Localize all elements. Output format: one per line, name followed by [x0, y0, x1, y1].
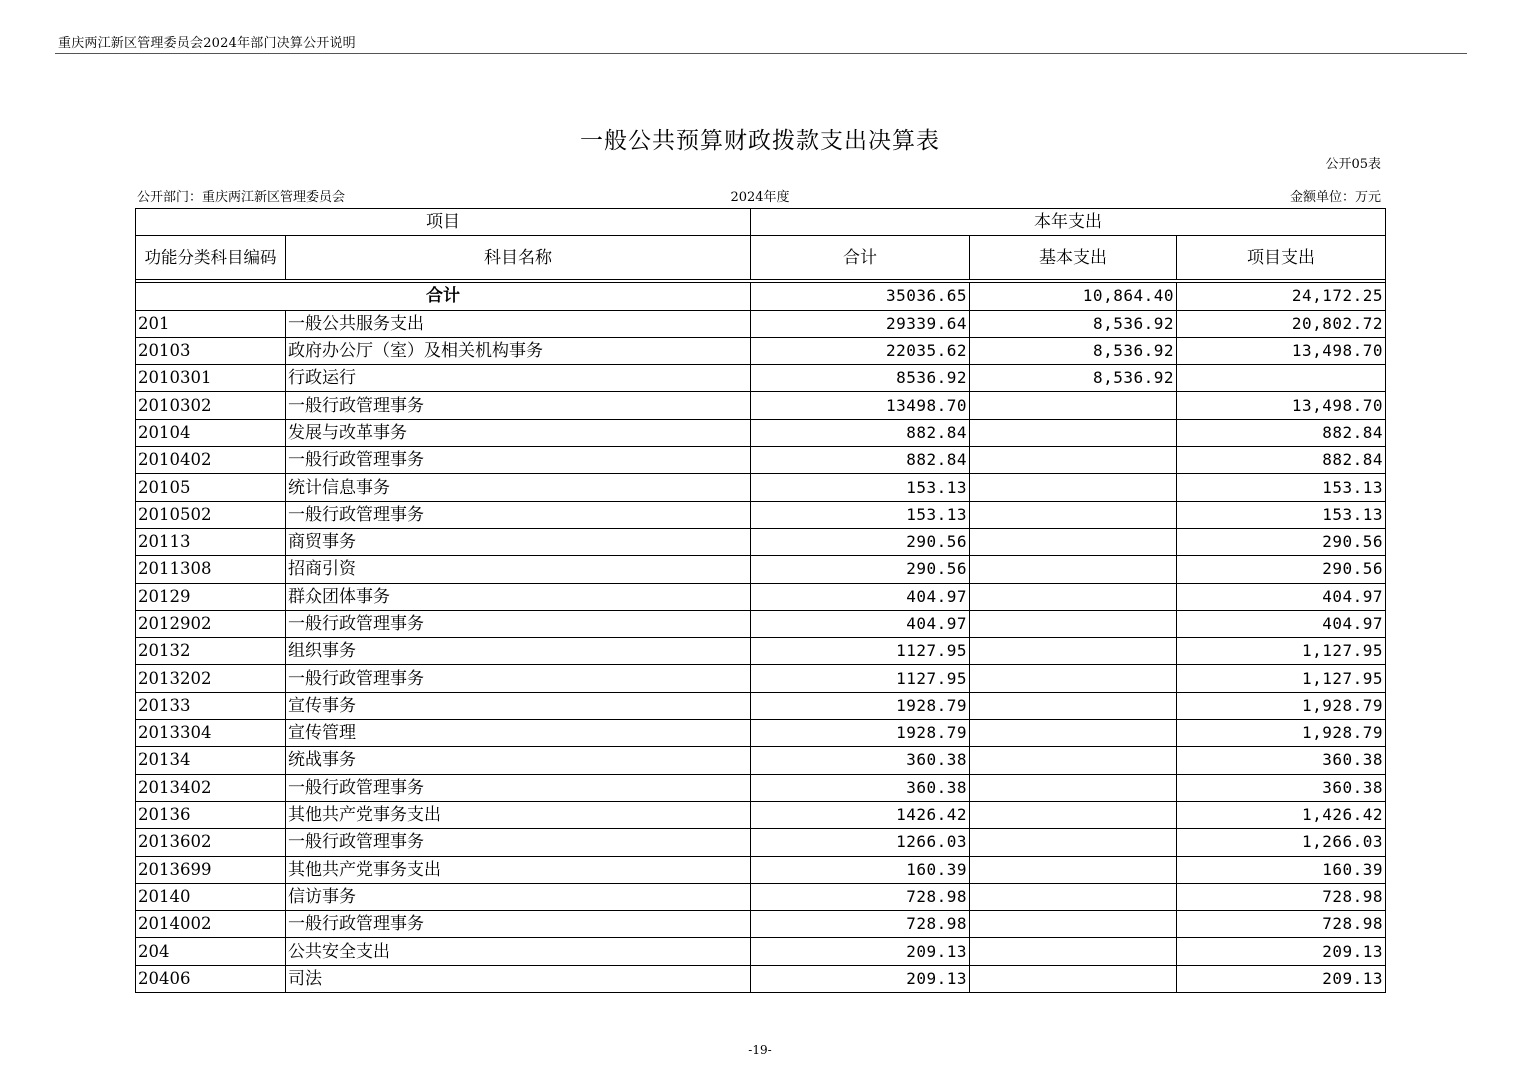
row-function-code: 20134 — [136, 747, 286, 774]
row-project-expenditure: 404.97 — [1177, 583, 1386, 610]
table-row — [136, 310, 1386, 337]
header-divider — [55, 53, 1467, 54]
row-total: 360.38 — [751, 747, 970, 774]
row-function-code: 204 — [136, 938, 286, 965]
row-total: 1928.79 — [751, 692, 970, 719]
table-row — [136, 392, 1386, 419]
row-project-expenditure: 20,802.72 — [1177, 310, 1386, 337]
table-row — [136, 665, 1386, 692]
fiscal-year-label: 2024年度 — [730, 190, 790, 205]
table-row — [136, 447, 1386, 474]
row-project-expenditure: 728.98 — [1177, 911, 1386, 938]
total-row-total: 35036.65 — [751, 283, 970, 310]
row-project-expenditure: 404.97 — [1177, 610, 1386, 637]
row-function-code: 20103 — [136, 337, 286, 364]
row-function-code: 2013402 — [136, 774, 286, 801]
total-row-project: 24,172.25 — [1177, 283, 1386, 310]
header-subject-name: 科目名称 — [286, 236, 751, 280]
row-function-code: 2010301 — [136, 365, 286, 392]
row-function-code: 20132 — [136, 638, 286, 665]
table-row — [136, 856, 1386, 883]
row-basic-expenditure — [970, 965, 1177, 992]
row-function-code: 2013202 — [136, 665, 286, 692]
row-subject-name: 政府办公厅（室）及相关机构事务 — [286, 337, 751, 364]
row-function-code: 201 — [136, 310, 286, 337]
row-basic-expenditure — [970, 583, 1177, 610]
row-project-expenditure: 153.13 — [1177, 474, 1386, 501]
table-row — [136, 801, 1386, 828]
row-total: 290.56 — [751, 528, 970, 555]
row-subject-name: 统计信息事务 — [286, 474, 751, 501]
row-total: 1928.79 — [751, 720, 970, 747]
row-basic-expenditure — [970, 419, 1177, 446]
table-code: 公开05表 — [1325, 157, 1381, 172]
row-function-code: 20140 — [136, 883, 286, 910]
row-subject-name: 宣传事务 — [286, 692, 751, 719]
row-function-code: 2013602 — [136, 829, 286, 856]
row-function-code: 20406 — [136, 965, 286, 992]
row-total: 1426.42 — [751, 801, 970, 828]
row-function-code: 20133 — [136, 692, 286, 719]
row-total: 1127.95 — [751, 638, 970, 665]
row-function-code: 20129 — [136, 583, 286, 610]
row-subject-name: 司法 — [286, 965, 751, 992]
row-subject-name: 一般公共服务支出 — [286, 310, 751, 337]
row-subject-name: 一般行政管理事务 — [286, 610, 751, 637]
row-subject-name: 群众团体事务 — [286, 583, 751, 610]
row-basic-expenditure — [970, 720, 1177, 747]
row-basic-expenditure: 8,536.92 — [970, 337, 1177, 364]
row-project-expenditure: 882.84 — [1177, 447, 1386, 474]
row-project-expenditure: 1,928.79 — [1177, 692, 1386, 719]
row-project-expenditure: 13,498.70 — [1177, 337, 1386, 364]
header-function-code: 功能分类科目编码 — [136, 236, 286, 280]
row-project-expenditure: 290.56 — [1177, 528, 1386, 555]
row-total: 882.84 — [751, 419, 970, 446]
table-row — [136, 938, 1386, 965]
row-subject-name: 统战事务 — [286, 747, 751, 774]
row-basic-expenditure — [970, 528, 1177, 555]
row-total: 160.39 — [751, 856, 970, 883]
row-basic-expenditure — [970, 883, 1177, 910]
row-subject-name: 一般行政管理事务 — [286, 829, 751, 856]
row-project-expenditure: 360.38 — [1177, 747, 1386, 774]
row-total: 8536.92 — [751, 365, 970, 392]
table-row — [136, 829, 1386, 856]
row-project-expenditure: 160.39 — [1177, 856, 1386, 883]
row-project-expenditure: 13,498.70 — [1177, 392, 1386, 419]
row-basic-expenditure — [970, 911, 1177, 938]
row-total: 1266.03 — [751, 829, 970, 856]
row-subject-name: 一般行政管理事务 — [286, 501, 751, 528]
row-subject-name: 发展与改革事务 — [286, 419, 751, 446]
row-function-code: 2014002 — [136, 911, 286, 938]
row-function-code: 20113 — [136, 528, 286, 555]
row-subject-name: 其他共产党事务支出 — [286, 801, 751, 828]
row-function-code: 2010402 — [136, 447, 286, 474]
running-header: 重庆两江新区管理委员会2024年部门决算公开说明 — [58, 36, 356, 51]
row-total: 404.97 — [751, 583, 970, 610]
row-basic-expenditure: 8,536.92 — [970, 310, 1177, 337]
row-basic-expenditure — [970, 447, 1177, 474]
row-basic-expenditure — [970, 392, 1177, 419]
row-total: 29339.64 — [751, 310, 970, 337]
row-project-expenditure: 1,426.42 — [1177, 801, 1386, 828]
table-row — [136, 883, 1386, 910]
header-basic-expenditure: 基本支出 — [970, 236, 1177, 280]
row-basic-expenditure — [970, 474, 1177, 501]
row-subject-name: 公共安全支出 — [286, 938, 751, 965]
row-total: 882.84 — [751, 447, 970, 474]
header-total: 合计 — [751, 236, 970, 280]
row-project-expenditure: 1,928.79 — [1177, 720, 1386, 747]
row-total: 209.13 — [751, 938, 970, 965]
row-subject-name: 招商引资 — [286, 556, 751, 583]
row-function-code: 2013304 — [136, 720, 286, 747]
row-subject-name: 一般行政管理事务 — [286, 774, 751, 801]
row-project-expenditure: 1,266.03 — [1177, 829, 1386, 856]
row-basic-expenditure — [970, 665, 1177, 692]
row-basic-expenditure — [970, 801, 1177, 828]
row-basic-expenditure — [970, 774, 1177, 801]
row-total: 153.13 — [751, 474, 970, 501]
table-row — [136, 365, 1386, 392]
row-project-expenditure: 1,127.95 — [1177, 638, 1386, 665]
table-row — [136, 692, 1386, 719]
table-row — [136, 474, 1386, 501]
row-project-expenditure: 209.13 — [1177, 938, 1386, 965]
header-current-year: 本年支出 — [751, 209, 1386, 236]
row-total: 1127.95 — [751, 665, 970, 692]
row-total: 360.38 — [751, 774, 970, 801]
row-project-expenditure: 153.13 — [1177, 501, 1386, 528]
row-total: 22035.62 — [751, 337, 970, 364]
header-project-expenditure: 项目支出 — [1177, 236, 1386, 280]
row-project-expenditure: 728.98 — [1177, 883, 1386, 910]
row-subject-name: 其他共产党事务支出 — [286, 856, 751, 883]
row-basic-expenditure — [970, 556, 1177, 583]
row-basic-expenditure — [970, 829, 1177, 856]
row-subject-name: 商贸事务 — [286, 528, 751, 555]
row-subject-name: 一般行政管理事务 — [286, 665, 751, 692]
row-project-expenditure: 360.38 — [1177, 774, 1386, 801]
row-total: 404.97 — [751, 610, 970, 637]
row-subject-name: 行政运行 — [286, 365, 751, 392]
row-total: 290.56 — [751, 556, 970, 583]
row-subject-name: 一般行政管理事务 — [286, 911, 751, 938]
row-basic-expenditure — [970, 938, 1177, 965]
row-total: 153.13 — [751, 501, 970, 528]
row-basic-expenditure — [970, 610, 1177, 637]
row-function-code: 2011308 — [136, 556, 286, 583]
row-basic-expenditure — [970, 501, 1177, 528]
department-label: 公开部门：重庆两江新区管理委员会 — [137, 190, 346, 205]
row-function-code: 2010302 — [136, 392, 286, 419]
row-function-code: 20136 — [136, 801, 286, 828]
table-row — [136, 747, 1386, 774]
table-row — [136, 720, 1386, 747]
row-total: 728.98 — [751, 911, 970, 938]
page-number: -19- — [748, 1043, 772, 1057]
total-row-basic: 10,864.40 — [970, 283, 1177, 310]
row-total: 728.98 — [751, 883, 970, 910]
table-row — [136, 638, 1386, 665]
budget-expenditure-table — [135, 208, 1386, 993]
row-total: 209.13 — [751, 965, 970, 992]
page-title: 一般公共预算财政拨款支出决算表 — [580, 128, 940, 154]
row-subject-name: 组织事务 — [286, 638, 751, 665]
row-project-expenditure — [1177, 365, 1386, 392]
table-row — [136, 419, 1386, 446]
row-function-code: 2010502 — [136, 501, 286, 528]
table-row — [136, 965, 1386, 992]
table-row — [136, 774, 1386, 801]
row-function-code: 20104 — [136, 419, 286, 446]
row-basic-expenditure — [970, 747, 1177, 774]
table-row — [136, 911, 1386, 938]
row-subject-name: 宣传管理 — [286, 720, 751, 747]
row-subject-name: 一般行政管理事务 — [286, 392, 751, 419]
header-item: 项目 — [136, 209, 751, 236]
row-total: 13498.70 — [751, 392, 970, 419]
total-row — [136, 283, 1386, 310]
table-row — [136, 610, 1386, 637]
total-row-label: 合计 — [136, 283, 751, 310]
table-row — [136, 501, 1386, 528]
row-basic-expenditure: 8,536.92 — [970, 365, 1177, 392]
table-row — [136, 556, 1386, 583]
row-function-code: 20105 — [136, 474, 286, 501]
row-project-expenditure: 1,127.95 — [1177, 665, 1386, 692]
row-function-code: 2013699 — [136, 856, 286, 883]
row-project-expenditure: 882.84 — [1177, 419, 1386, 446]
table-row — [136, 337, 1386, 364]
row-subject-name: 信访事务 — [286, 883, 751, 910]
row-project-expenditure: 209.13 — [1177, 965, 1386, 992]
row-function-code: 2012902 — [136, 610, 286, 637]
row-subject-name: 一般行政管理事务 — [286, 447, 751, 474]
row-basic-expenditure — [970, 856, 1177, 883]
row-project-expenditure: 290.56 — [1177, 556, 1386, 583]
table-row — [136, 583, 1386, 610]
amount-unit-label: 金额单位：万元 — [1289, 190, 1381, 205]
row-basic-expenditure — [970, 692, 1177, 719]
row-basic-expenditure — [970, 638, 1177, 665]
table-row — [136, 528, 1386, 555]
